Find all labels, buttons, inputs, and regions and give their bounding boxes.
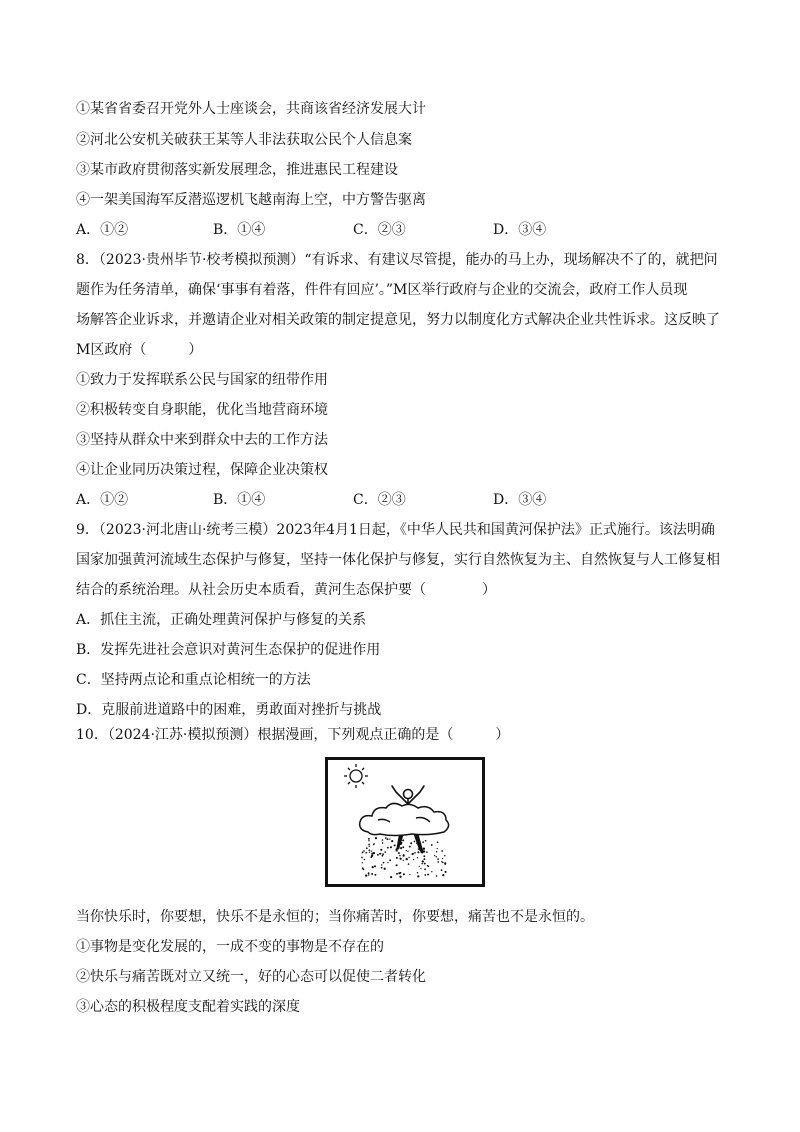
rain-drop <box>391 840 393 842</box>
rain-drop <box>369 851 370 852</box>
rain-drop <box>382 855 384 857</box>
rain-drop <box>399 858 401 860</box>
rain-drop <box>398 872 400 874</box>
rain-drop <box>413 859 414 860</box>
rain-drop <box>374 874 376 876</box>
rain-drop <box>389 838 390 839</box>
rain-drop <box>444 855 445 856</box>
rain-drop <box>382 842 384 844</box>
rain-drop <box>400 872 401 873</box>
rain-drop <box>441 850 443 852</box>
rain-drop <box>421 863 423 865</box>
rain-drop <box>423 848 425 850</box>
q10-item-1: ①事物是变化发展的，一成不变的事物是不存在的 <box>76 939 384 955</box>
q8-item-2: ②积极转变自身职能，优化当地营商环境 <box>76 402 328 418</box>
q7-option-a[interactable]: A．①② <box>76 222 129 238</box>
q8-item-4: ④让企业同历决策过程，保障企业决策权 <box>76 462 328 478</box>
rain-drop <box>371 850 372 851</box>
q10-caption: 当你快乐时，你要想，快乐不是永恒的；当你痛苦时，你要想，痛苦也不是永恒的。 <box>76 909 594 925</box>
rain-drop <box>424 874 426 876</box>
rain-drop <box>406 858 408 860</box>
rain-drop <box>381 864 382 865</box>
rain-drop <box>368 838 370 840</box>
rain-drop <box>417 851 419 853</box>
rain-drop <box>424 863 426 865</box>
rain-drop <box>390 876 392 878</box>
rain-drop <box>408 863 410 865</box>
rain-drop <box>361 857 363 859</box>
q10-item-2: ②快乐与痛苦既对立又统一，好的心态可以促使二者转化 <box>76 969 426 985</box>
q9-stem-line-1: 9．（2023·河北唐山·统考三模）2023年4月1日起，《中华人民共和国黄河保护法》正式施行。该法明确 <box>76 522 715 538</box>
rain-drop <box>362 862 363 863</box>
rain-drop <box>434 855 435 856</box>
q7-option-c[interactable]: C．②③ <box>353 222 406 238</box>
rain-drop <box>403 855 405 857</box>
rain-drop <box>417 857 418 858</box>
q9-option-b[interactable]: B．发挥先进社会意识对黄河生态保护的促进作用 <box>76 642 381 658</box>
rain-drop <box>387 838 389 840</box>
rain-drop <box>414 841 416 843</box>
rain-drop <box>402 846 404 848</box>
rain-drop <box>425 840 427 842</box>
rain-drop <box>417 875 419 877</box>
rain-drop <box>387 862 388 863</box>
rain-drop <box>380 849 382 851</box>
rain-drop <box>368 840 369 841</box>
rain-drop <box>387 847 389 849</box>
rain-drop <box>427 874 429 876</box>
rain-drop <box>407 851 408 852</box>
rain-drop <box>436 875 438 877</box>
rain-drop <box>381 867 383 869</box>
rain-drop <box>423 855 425 857</box>
rain-drop <box>431 871 432 872</box>
rain-drop <box>399 876 401 878</box>
rain-drop <box>375 837 377 839</box>
q8-option-c[interactable]: C．②③ <box>353 492 406 508</box>
rain-drop <box>413 853 414 854</box>
rain-drop <box>390 846 392 848</box>
rain-drop <box>384 851 386 853</box>
rain-drop <box>396 864 398 866</box>
rain-drop <box>399 855 401 857</box>
rain-drop <box>368 844 370 846</box>
rain-drop <box>364 859 366 861</box>
rain-drop <box>437 848 438 849</box>
q7-option-b[interactable]: B．①④ <box>213 222 266 238</box>
q7-item-2: ②河北公安机关破获王某等人非法获取公民个人信息案 <box>76 132 412 148</box>
rain-drop <box>441 869 443 871</box>
rain-drop <box>382 853 384 855</box>
q9-option-d[interactable]: D．克服前进道路中的困难，勇敢面对挫折与挑战 <box>76 702 382 718</box>
q7-option-d[interactable]: D．③④ <box>493 222 547 238</box>
rain-drop <box>403 873 405 875</box>
rain-drop <box>362 851 364 853</box>
q8-item-3: ③坚持从群众中来到群众中去的工作方法 <box>76 432 328 448</box>
rain-drop <box>414 852 416 854</box>
rain-drop <box>420 868 421 869</box>
q7-item-1: ①某省省委召开党外人士座谈会，共商该省经济发展大计 <box>76 101 426 117</box>
rain-drop <box>445 871 447 873</box>
rain-drop <box>442 874 444 876</box>
rain-drop <box>371 873 373 875</box>
rain-drop <box>385 837 387 839</box>
q10-stem: 10．（2024·江苏·模拟预测）根据漫画，下列观点正确的是（ ） <box>76 727 510 743</box>
rain-drop <box>398 852 400 854</box>
rain-drop <box>418 844 419 845</box>
q8-option-d[interactable]: D．③④ <box>493 492 547 508</box>
q9-stem-line-3: 结合的系统治理。从社会历史本质看，黄河生态保护要（ ） <box>76 582 496 598</box>
rain-drop <box>363 850 365 852</box>
rain-drop <box>400 843 402 845</box>
q8-item-1: ①致力于发挥联系公民与国家的纽带作用 <box>76 372 328 388</box>
q8-options <box>76 490 636 510</box>
rain-drop <box>365 852 367 854</box>
rain-drop <box>431 844 433 846</box>
rain-drop <box>437 841 439 843</box>
rain-drop <box>423 858 425 860</box>
rain-drop <box>427 865 428 866</box>
rain-drop <box>398 840 400 842</box>
rain-drop <box>417 872 418 873</box>
rain-drop <box>373 852 375 854</box>
rain-drop <box>445 864 446 865</box>
q8-option-b[interactable]: B．①④ <box>213 492 266 508</box>
rain-drop <box>424 868 426 870</box>
rain-drop <box>394 844 396 846</box>
rain-drop <box>406 850 407 851</box>
rain-drop <box>377 854 379 856</box>
q10-item-3: ③心态的积极程度支配着实践的深度 <box>76 999 300 1015</box>
rain-drop <box>403 860 404 861</box>
rain-drop <box>419 866 420 867</box>
rain-drop <box>373 843 375 845</box>
q8-option-a[interactable]: A．①② <box>76 492 129 508</box>
q8-stem-line-2: 题作为任务清单，确保‘事事有着落，件件有回应’。”M区举行政府与企业的交流会，政府工作人员现 <box>76 282 688 298</box>
rain-drop <box>380 853 381 854</box>
rain-drop <box>441 861 442 862</box>
rain-drop <box>382 839 384 841</box>
rain-drop <box>408 857 409 858</box>
rain-drop <box>402 840 404 842</box>
rain-drop <box>369 846 370 847</box>
q9-option-a[interactable]: A．抓住主流，正确处理黄河保护与修复的关系 <box>76 612 367 628</box>
rain-drop <box>400 847 402 849</box>
rain-drop <box>437 858 439 860</box>
rain-drop <box>422 850 423 851</box>
rain-drop <box>410 842 412 844</box>
q7-options <box>76 220 636 240</box>
rain-drop <box>365 874 367 876</box>
cloud-icon <box>360 803 449 835</box>
rain-drop <box>383 862 385 864</box>
cartoon-illustration <box>325 757 485 887</box>
rain-drop <box>436 851 438 853</box>
rain-drop <box>368 874 369 875</box>
q7-item-4: ④一架美国海军反潜巡逻机飞越南海上空，中方警告驱离 <box>76 192 426 208</box>
rain-drop <box>418 849 419 850</box>
rain-drop <box>366 847 368 849</box>
rain-drop <box>422 860 424 862</box>
rain-drop <box>409 874 410 875</box>
rain-drop <box>422 841 424 843</box>
rain-drop <box>363 869 365 871</box>
rain-drop <box>372 866 374 868</box>
q9-stem-line-2: 国家加强黄河流域生态保护与修复，坚持一体化保护与修复，实行自然恢复为主、自然恢复与人工修复相 <box>76 552 720 568</box>
rain-drop <box>396 857 398 859</box>
rain-drops <box>361 837 447 878</box>
rain-drop <box>368 872 370 874</box>
rain-drop <box>426 851 428 853</box>
rain-drop <box>396 849 398 851</box>
rain-drop <box>389 859 391 861</box>
rain-drop <box>416 843 417 844</box>
rain-drop <box>409 846 411 848</box>
rain-drop <box>396 873 398 875</box>
q8-stem-line-3: 场解答企业诉求，并邀请企业对相关政策的制定提意见，努力以制度化方式解决企业共性诉求。这反映了 <box>76 312 720 328</box>
rain-drop <box>442 858 443 859</box>
q9-option-c[interactable]: C．坚持两点论和重点论相统一的方法 <box>76 672 311 688</box>
sun-icon <box>344 764 368 788</box>
q8-stem-line-1: 8．（2023·贵州毕节·校考模拟预测）“有诉求、有建议尽管提，能办的马上办，现场解决不了的，就把问 <box>76 252 718 268</box>
rain-drop <box>370 856 372 858</box>
q8-stem-line-4: M区政府（ ） <box>76 342 203 358</box>
rain-drop <box>369 849 371 851</box>
q7-item-3: ③某市政府贯彻落实新发展理念，推进惠民工程建设 <box>76 162 398 178</box>
rain-drop <box>374 865 376 867</box>
rain-drop <box>436 856 437 857</box>
rain-drop <box>416 840 418 842</box>
rain-drop <box>437 861 439 863</box>
rain-drop <box>384 868 386 870</box>
